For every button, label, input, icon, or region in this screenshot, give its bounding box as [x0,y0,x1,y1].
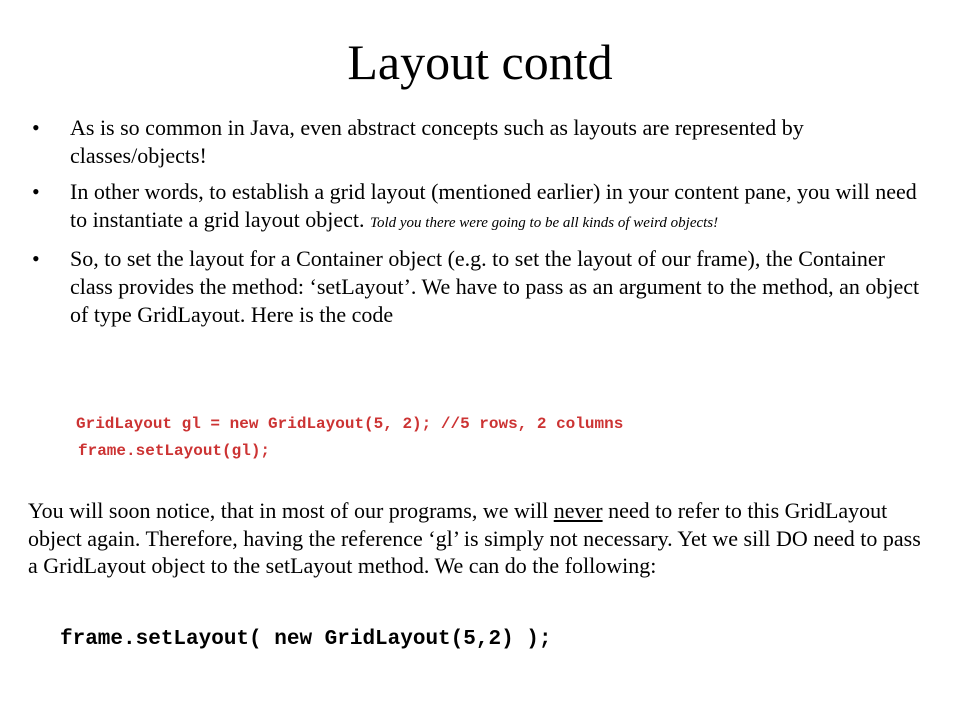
paragraph-text: need to refer to this GridLayout object again. Therefore, having the reference ‘gl’ is simply not necessary. Yet we sill DO need to pass a GridLayout object to the setLayout method. We can do the following: [28,498,921,578]
bullet-item [32,178,932,237]
slide-title: Layout contd [347,34,613,90]
bullet-list [32,114,932,329]
final-code-line: frame.setLayout( new GridLayout(5,2) ); [60,628,552,651]
emphasis-text: never [553,498,603,523]
bullet-aside: Told you there were going to be all kinds of weird objects! [369,215,719,231]
body-paragraph [28,497,928,580]
bullet-dot: • [32,115,40,140]
bullet-text: So, to set the layout for a Container object (e.g. to set the layout of our frame), the Container class provides the method: ‘setLayout’. We have to pass as an argument to the method, an object of type GridLayout. Here is the code [70,246,920,327]
bullet-text: In other words, to establish a grid layout (mentioned earlier) in your content pane, you will need to instantiate a grid layout object. [70,179,917,232]
bullet-dot: • [32,179,40,204]
bullet-item [32,245,932,329]
paragraph-text: You will soon notice, that in most of our programs, we will [28,498,554,523]
bullet-item [32,114,932,170]
code-line: GridLayout gl = new GridLayout(5, 2); //5 rows, 2 columns [76,415,624,433]
bullet-dot: • [32,246,40,271]
code-line: frame.setLayout(gl); [78,442,271,460]
bullet-text: As is so common in Java, even abstract concepts such as layouts are represented by classes/objects! [70,115,804,168]
